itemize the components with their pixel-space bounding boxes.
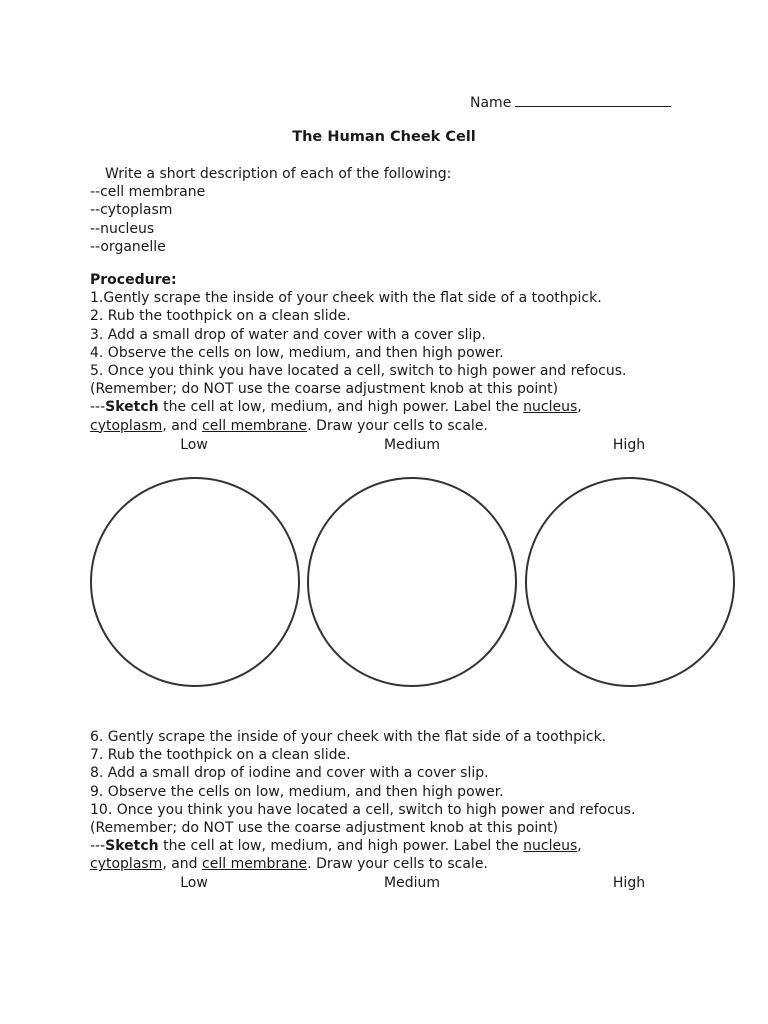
- label-high: High: [612, 875, 646, 891]
- step-item: 4. Observe the cells on low, medium, and then high power.: [90, 344, 504, 361]
- intro-prompt: Write a short description of each of the following:: [105, 166, 452, 182]
- sketch-circle-low[interactable]: [91, 478, 299, 686]
- term-item: --nucleus: [90, 220, 155, 237]
- step-item: 1.Gently scrape the inside of your cheek with the flat side of a toothpick.: [90, 290, 602, 307]
- nucleus-term: nucleus: [523, 399, 578, 416]
- label-low: Low: [180, 875, 208, 891]
- label-medium: Medium: [384, 875, 440, 891]
- label-medium: Medium: [384, 437, 440, 453]
- label-high: High: [612, 437, 646, 453]
- step-item: 9. Observe the cells on low, medium, and then high power.: [90, 783, 504, 800]
- step-item: 3. Add a small drop of water and cover with a cover slip.: [90, 326, 486, 343]
- label-low: Low: [180, 437, 208, 453]
- nucleus-term: nucleus: [523, 838, 578, 855]
- sketch-instruction-line-1: ---Sketch the cell at low, medium, and high power. Label the nucleus,: [90, 838, 582, 855]
- cytoplasm-term: cytoplasm: [90, 856, 163, 873]
- step-item: 5. Once you think you have located a cell, switch to high power and refocus.: [90, 362, 627, 379]
- step-note: (Remember; do NOT use the coarse adjustment knob at this point): [90, 381, 559, 398]
- procedure-heading: Procedure:: [90, 272, 177, 288]
- term-item: --organelle: [90, 238, 166, 255]
- sketch-instruction-line-2: cytoplasm, and cell membrane. Draw your cells to scale.: [90, 417, 488, 434]
- step-item: 10. Once you think you have located a cell, switch to high power and refocus.: [90, 801, 636, 818]
- step-item: 7. Rub the toothpick on a clean slide.: [90, 747, 351, 764]
- procedure-section-2: [90, 728, 635, 874]
- step-item: 8. Add a small drop of iodine and cover with a cover slip.: [90, 765, 489, 782]
- cell-membrane-term: cell membrane: [202, 856, 308, 873]
- page-title: The Human Cheek Cell: [292, 129, 476, 145]
- cell-membrane-term: cell membrane: [202, 417, 308, 434]
- cytoplasm-term: cytoplasm: [90, 417, 163, 434]
- step-item: 6. Gently scrape the inside of your cheek with the flat side of a toothpick.: [90, 729, 607, 745]
- sketch-instruction-line-2: cytoplasm, and cell membrane. Draw your cells to scale.: [90, 856, 488, 873]
- sketch-instruction-line-1: ---Sketch the cell at low, medium, and high power. Label the nucleus,: [90, 399, 582, 416]
- step-item: 2. Rub the toothpick on a clean slide.: [90, 308, 351, 325]
- name-label: Name: [470, 95, 512, 111]
- sketch-circle-medium[interactable]: [308, 478, 516, 686]
- term-item: --cytoplasm: [90, 202, 173, 219]
- sketch-circle-high[interactable]: [526, 478, 734, 686]
- step-note: (Remember; do NOT use the coarse adjustment knob at this point): [90, 819, 559, 836]
- term-item: --cell membrane: [90, 184, 206, 201]
